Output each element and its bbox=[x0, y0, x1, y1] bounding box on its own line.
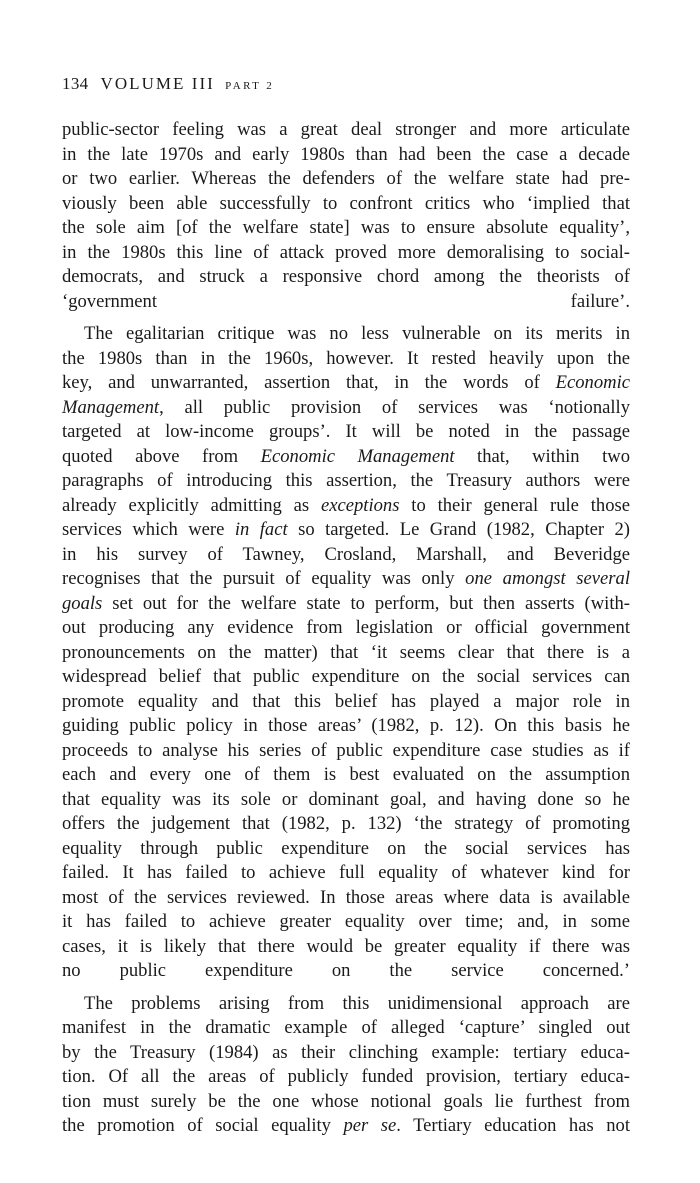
paragraph bbox=[62, 992, 630, 1139]
text-line: manifest in the dramatic example of alleged ‘capture’ singled out bbox=[62, 1017, 630, 1038]
paragraph bbox=[62, 322, 630, 984]
page-number: 134 bbox=[62, 74, 89, 93]
text-line: tion. Of all the areas of publicly funded provision, tertiary educa- bbox=[62, 1066, 630, 1087]
text-line: most of the services reviewed. In those areas where data is available bbox=[62, 886, 630, 908]
text-line: services which were in fact so targeted. Le Grand (1982, Chapter 2) bbox=[62, 519, 631, 540]
text-line: Management, all public provision of services was ‘notionally bbox=[62, 396, 630, 418]
text-line: the 1980s than in the 1960s, however. It rested heavily upon the bbox=[62, 347, 630, 369]
text-line: quoted above from Economic Management that, within two bbox=[62, 445, 630, 467]
text-line: targeted at low-income groups’. It will be noted in the passage bbox=[62, 421, 630, 442]
text-line: already explicitly admitting as exceptions to their general rule those bbox=[62, 494, 630, 516]
body-text bbox=[62, 118, 630, 1139]
text-line: recognises that the pursuit of equality was only one amongst several bbox=[62, 568, 630, 589]
text-line: in the late 1970s and early 1980s than had been the case a decade bbox=[62, 143, 630, 165]
text-line: viously been able successfully to confront critics who ‘implied that bbox=[62, 192, 630, 214]
text-line: key, and unwarranted, assertion that, in the words of Economic bbox=[62, 372, 630, 393]
text-line: failed. It has failed to achieve full equality of whatever kind for bbox=[62, 862, 630, 883]
text-line: in the 1980s this line of attack proved more demoralising to social- bbox=[62, 241, 630, 263]
text-line: the promotion of social equality per se. Tertiary education has not bbox=[62, 1115, 630, 1136]
text-line: promote equality and that this belief has played a major role in bbox=[62, 690, 630, 712]
text-line: pronouncements on the matter) that ‘it seems clear that there is a bbox=[62, 641, 630, 663]
paragraph-gap bbox=[62, 314, 630, 322]
text-line: public-sector feeling was a great deal stronger and more articulate bbox=[62, 119, 630, 140]
text-line: cases, it is likely that there would be greater equality if there was bbox=[62, 935, 630, 957]
text-line: guiding public policy in those areas’ (1982, p. 12). On this basis he bbox=[62, 715, 630, 736]
text-line: ‘government failure’. bbox=[62, 290, 630, 312]
text-line: no public expenditure on the service concerned.’ bbox=[62, 960, 630, 981]
text-line: by the Treasury (1984) as their clinching example: tertiary educa- bbox=[62, 1041, 630, 1063]
running-head bbox=[62, 70, 630, 100]
text-line: the sole aim [of the welfare state] was to ensure absolute equality’, bbox=[62, 217, 630, 238]
text-line: that equality was its sole or dominant goal, and having done so he bbox=[62, 788, 630, 810]
text-line: it has failed to achieve greater equality over time; and, in some bbox=[62, 911, 630, 932]
text-line: proceeds to analyse his series of public expenditure case studies as if bbox=[62, 739, 630, 761]
text-line: The egalitarian critique was no less vulnerable on its merits in bbox=[84, 323, 630, 344]
text-line: goals set out for the welfare state to perform, but then asserts (with- bbox=[62, 592, 630, 614]
text-line: each and every one of them is best evaluated on the assumption bbox=[62, 764, 630, 785]
text-line: tion must surely be the one whose notional goals lie furthest from bbox=[62, 1090, 630, 1112]
text-line: paragraphs of introducing this assertion, the Treasury authors were bbox=[62, 470, 630, 491]
text-line: offers the judgement that (1982, p. 132) ‘the strategy of promoting bbox=[62, 813, 630, 834]
text-line: in his survey of Tawney, Crosland, Marshall, and Beveridge bbox=[62, 543, 630, 565]
part-label: PART 2 bbox=[225, 80, 275, 92]
paragraph-gap bbox=[62, 984, 630, 992]
paragraph bbox=[62, 118, 630, 314]
text-line: democrats, and struck a responsive chord among the theorists of bbox=[62, 266, 630, 287]
book-page bbox=[62, 70, 630, 1139]
text-line: out producing any evidence from legislation or official government bbox=[62, 617, 630, 638]
text-line: widespread belief that public expenditure on the social services can bbox=[62, 666, 630, 687]
text-line: The problems arising from this unidimensional approach are bbox=[84, 992, 630, 1014]
text-line: or two earlier. Whereas the defenders of the welfare state had pre- bbox=[62, 168, 630, 189]
volume-label: VOLUME III bbox=[100, 74, 215, 93]
text-line: equality through public expenditure on the social services has bbox=[62, 837, 630, 859]
